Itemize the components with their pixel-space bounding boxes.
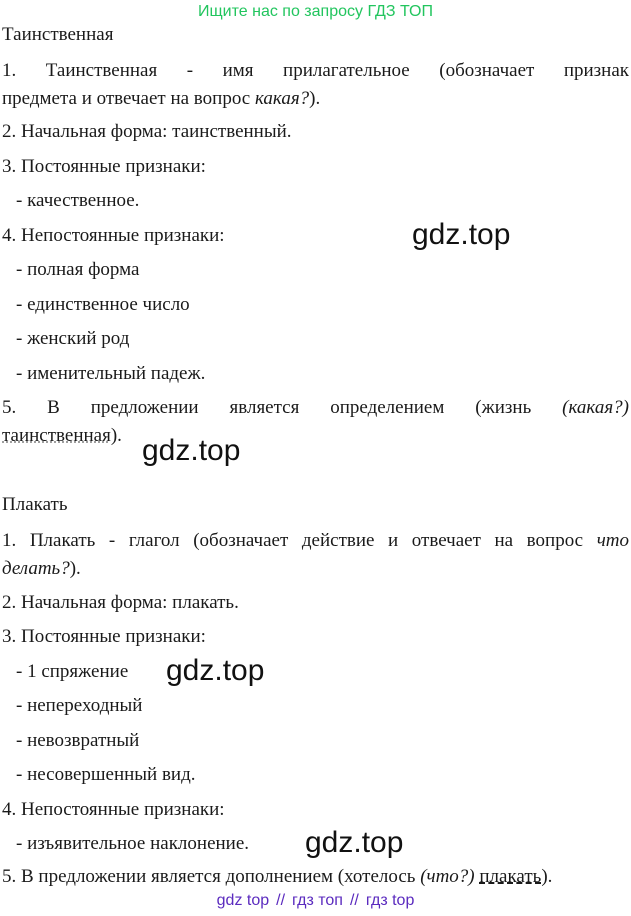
- s1-item5-line-b: [2, 425, 122, 447]
- s2-item5: [2, 866, 552, 888]
- footer-link-gdz-top-mixed[interactable]: гдз top: [365, 892, 415, 909]
- s2-item2: 2. Начальная форма: плакать.: [2, 592, 239, 613]
- text: 1. Плакать - глагол (обозначает действие и отвечает на вопрос: [2, 530, 597, 551]
- s1-item3: 3. Постоянные признаки:: [2, 156, 206, 177]
- text: ).: [110, 425, 122, 446]
- s1-item4-bullet4: - именительный падеж.: [16, 363, 206, 384]
- s1-item5-line-a: [2, 397, 629, 419]
- italic-question: (какая?): [562, 397, 629, 418]
- watermark-logo: gdz.top: [305, 826, 404, 859]
- s2-item4: 4. Непостоянные признаки:: [2, 799, 225, 820]
- s2-item3-bullet3: - невозвратный: [16, 730, 140, 751]
- s1-item1-line-b: [2, 88, 320, 110]
- watermark-logo: gdz.top: [412, 218, 511, 251]
- text: ).: [541, 866, 553, 887]
- answer-word: плакать: [479, 866, 542, 887]
- section-title-1: Таинственная: [2, 24, 114, 45]
- s1-item4: 4. Непостоянные признаки:: [2, 225, 225, 246]
- s2-item4-bullet1: - изъявительное наклонение.: [16, 833, 250, 854]
- search-banner: Ищите нас по запросу ГДЗ ТОП: [198, 3, 433, 20]
- footer-separator: //: [349, 892, 359, 909]
- italic-question: какая?: [254, 88, 310, 109]
- footer-links: [0, 892, 631, 910]
- watermark-logo: gdz.top: [166, 654, 265, 687]
- watermark-logo: gdz.top: [142, 434, 241, 467]
- section-title-2: Плакать: [2, 494, 68, 515]
- text: 5. В предложении является определением (жизнь: [2, 397, 563, 418]
- s2-item3-bullet2: - непереходный: [16, 695, 143, 716]
- s1-item1-line-a: 1. Таинственная - имя прилагательное (обозначает признак: [2, 60, 629, 81]
- italic-question: (что?): [420, 866, 475, 887]
- s1-item4-bullet2: - единственное число: [16, 294, 190, 315]
- s2-item1-line-b: [2, 558, 81, 580]
- s2-item3-bullet1: - 1 спряжение: [16, 661, 129, 682]
- italic-question: делать?: [2, 558, 70, 579]
- text: ).: [309, 88, 321, 109]
- footer-link-gdz-top[interactable]: gdz top: [216, 892, 270, 909]
- footer-separator: //: [276, 892, 286, 909]
- text: ).: [69, 558, 81, 579]
- answer-word: таинственная: [2, 425, 111, 446]
- s2-item3: 3. Постоянные признаки:: [2, 626, 206, 647]
- s1-item2: 2. Начальная форма: таинственный.: [2, 121, 292, 142]
- italic-question: что: [596, 530, 629, 551]
- s1-item3-bullet1: - качественное.: [16, 190, 140, 211]
- text: предмета и отвечает на вопрос: [2, 88, 255, 109]
- text: 5. В предложении является дополнением (хотелось: [2, 866, 421, 887]
- s1-item4-bullet1: - полная форма: [16, 259, 140, 280]
- s2-item1-line-a: [2, 530, 629, 552]
- s1-item4-bullet3: - женский род: [16, 328, 130, 349]
- s2-item3-bullet4: - несовершенный вид.: [16, 764, 196, 785]
- footer-link-gdz-top-ru[interactable]: гдз топ: [292, 892, 343, 909]
